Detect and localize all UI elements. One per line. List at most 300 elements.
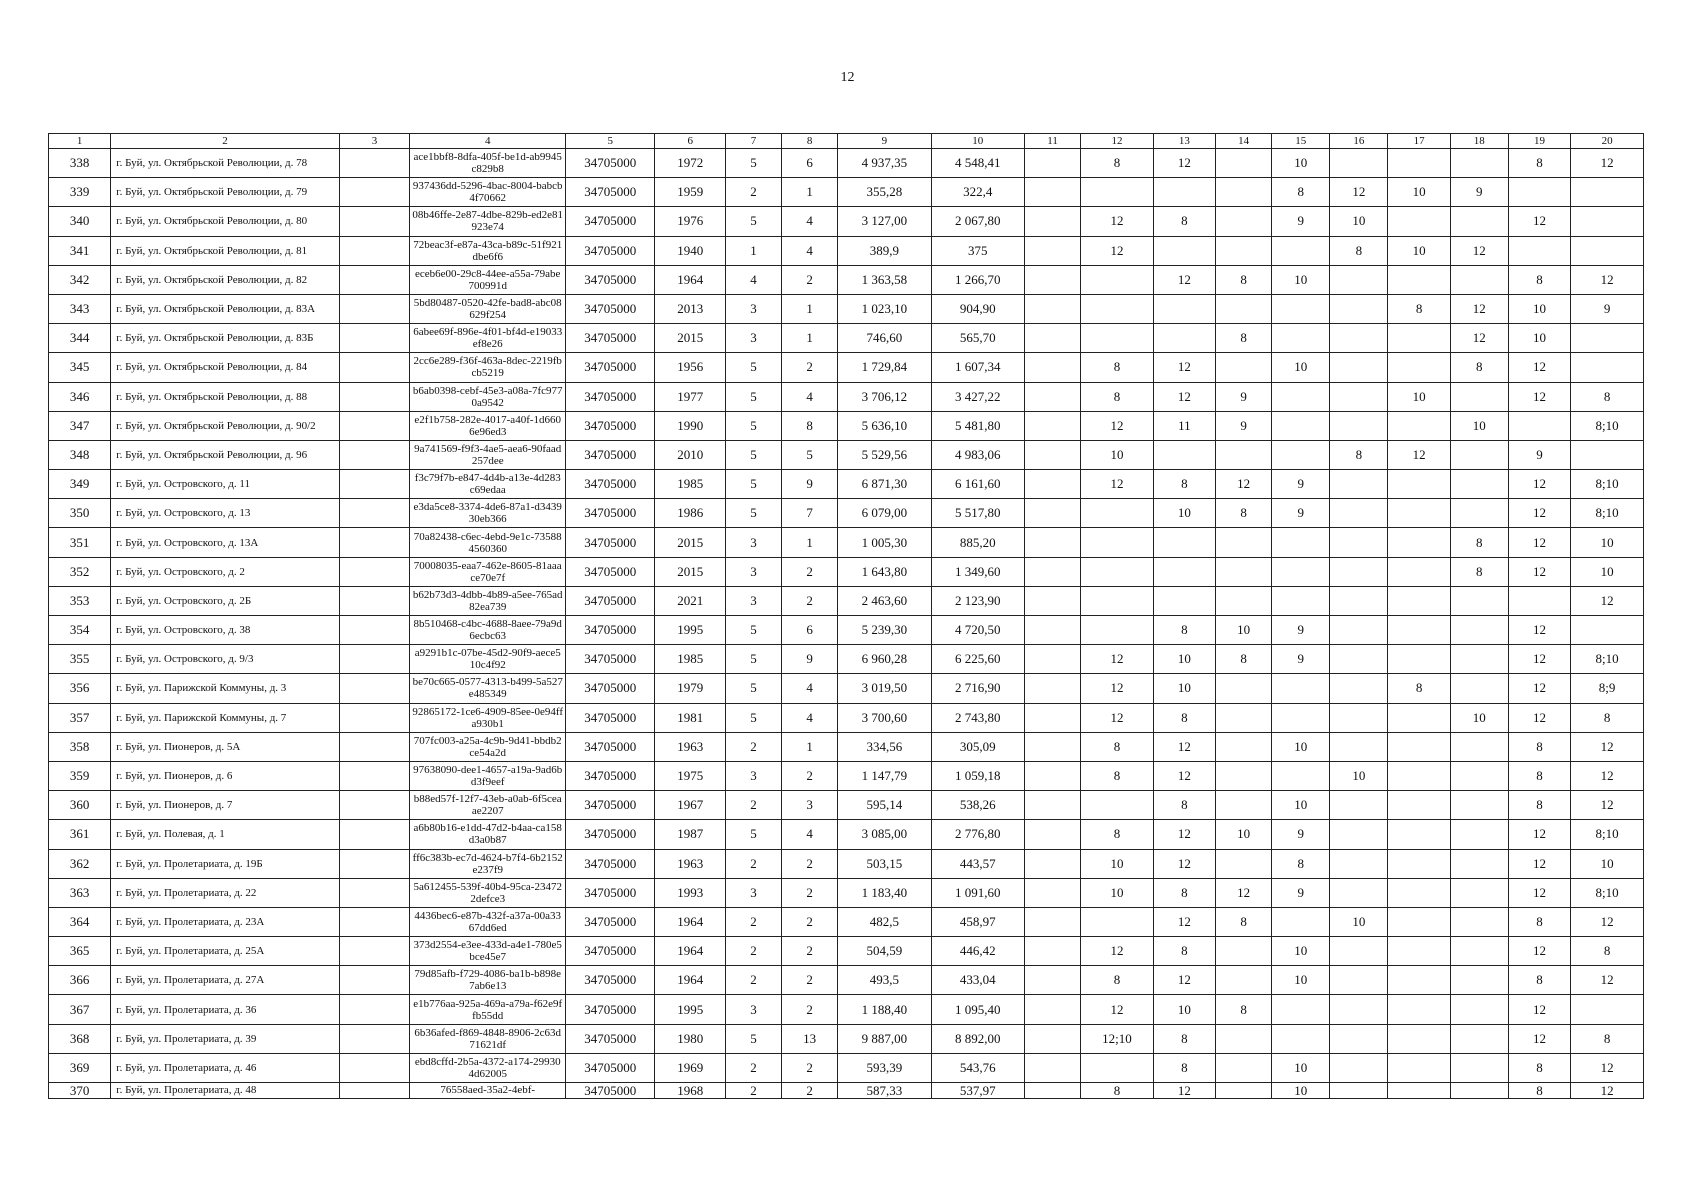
living-area: 6 161,60 (931, 470, 1024, 499)
cell-3 (339, 937, 410, 966)
building-uid: 5a612455-539f-40b4-95ca-234722defce3 (410, 878, 566, 907)
cell-14 (1216, 178, 1272, 207)
cell-18 (1450, 791, 1508, 820)
cell-20: 8;9 (1571, 674, 1644, 703)
cell-14 (1216, 732, 1272, 761)
row-index: 352 (49, 557, 111, 586)
cell-13: 12 (1153, 353, 1215, 382)
address: г. Буй, ул. Островского, д. 9/3 (111, 645, 339, 674)
floors: 3 (726, 294, 782, 323)
cell-18 (1450, 878, 1508, 907)
address: г. Буй, ул. Пионеров, д. 7 (111, 791, 339, 820)
cell-11 (1025, 353, 1081, 382)
floors: 2 (726, 849, 782, 878)
cell-16 (1330, 470, 1388, 499)
cell-17 (1388, 1024, 1450, 1053)
table-row (49, 411, 1644, 440)
cell-12: 12 (1081, 674, 1154, 703)
cell-12 (1081, 499, 1154, 528)
building-uid: 72beac3f-e87a-43ca-b89c-51f921dbe6f6 (410, 236, 566, 265)
cell-20: 12 (1571, 907, 1644, 936)
year-built: 2013 (655, 294, 726, 323)
cell-13: 11 (1153, 411, 1215, 440)
cell-17 (1388, 149, 1450, 178)
table-row (49, 907, 1644, 936)
cell-13: 12 (1153, 149, 1215, 178)
total-area: 1 005,30 (838, 528, 931, 557)
cell-13: 10 (1153, 499, 1215, 528)
cell-14 (1216, 528, 1272, 557)
cell-12 (1081, 178, 1154, 207)
cell-3 (339, 703, 410, 732)
living-area: 1 091,60 (931, 878, 1024, 907)
table-row (49, 937, 1644, 966)
oktmo-code: 34705000 (566, 294, 655, 323)
cell-20: 10 (1571, 849, 1644, 878)
row-index: 362 (49, 849, 111, 878)
cell-19: 12 (1508, 645, 1570, 674)
address: г. Буй, ул. Островского, д. 11 (111, 470, 339, 499)
living-area: 3 427,22 (931, 382, 1024, 411)
cell-16 (1330, 995, 1388, 1024)
cell-15: 10 (1272, 1053, 1330, 1082)
floors: 1 (726, 236, 782, 265)
cell-18 (1450, 1053, 1508, 1082)
floors: 2 (726, 907, 782, 936)
cell-14 (1216, 236, 1272, 265)
cell-12: 8 (1081, 732, 1154, 761)
cell-14: 8 (1216, 907, 1272, 936)
year-built: 1940 (655, 236, 726, 265)
living-area: 1 349,60 (931, 557, 1024, 586)
cell-12: 12 (1081, 236, 1154, 265)
row-index: 346 (49, 382, 111, 411)
cell-14 (1216, 674, 1272, 703)
total-area: 9 887,00 (838, 1024, 931, 1053)
table-row (49, 761, 1644, 790)
cell-19: 12 (1508, 353, 1570, 382)
cell-3 (339, 1053, 410, 1082)
building-uid: 6abee69f-896e-4f01-bf4d-e19033ef8e26 (410, 324, 566, 353)
oktmo-code: 34705000 (566, 324, 655, 353)
row-index: 365 (49, 937, 111, 966)
floors: 5 (726, 703, 782, 732)
floors: 5 (726, 149, 782, 178)
cell-13: 8 (1153, 791, 1215, 820)
column-number: 17 (1388, 134, 1450, 149)
cell-17 (1388, 557, 1450, 586)
cell-20: 12 (1571, 265, 1644, 294)
cell-16 (1330, 265, 1388, 294)
cell-13: 12 (1153, 1083, 1215, 1099)
floors: 3 (726, 557, 782, 586)
entrances: 2 (782, 849, 838, 878)
cell-17: 8 (1388, 294, 1450, 323)
entrances: 2 (782, 586, 838, 615)
building-uid: e3da5ce8-3374-4de6-87a1-d343930eb366 (410, 499, 566, 528)
table-row (49, 353, 1644, 382)
row-index: 341 (49, 236, 111, 265)
year-built: 1979 (655, 674, 726, 703)
total-area: 504,59 (838, 937, 931, 966)
cell-12 (1081, 294, 1154, 323)
address: г. Буй, ул. Октябрьской Революции, д. 78 (111, 149, 339, 178)
cell-12: 12;10 (1081, 1024, 1154, 1053)
table-row (49, 1024, 1644, 1053)
cell-11 (1025, 178, 1081, 207)
row-index: 353 (49, 586, 111, 615)
column-number: 8 (782, 134, 838, 149)
cell-3 (339, 761, 410, 790)
cell-20: 12 (1571, 732, 1644, 761)
cell-3 (339, 470, 410, 499)
year-built: 1981 (655, 703, 726, 732)
table-row (49, 528, 1644, 557)
address: г. Буй, ул. Пионеров, д. 6 (111, 761, 339, 790)
cell-12: 12 (1081, 411, 1154, 440)
living-area: 2 067,80 (931, 207, 1024, 236)
living-area: 904,90 (931, 294, 1024, 323)
building-uid: 707fc003-a25a-4c9b-9d41-bbdb2ce54a2d (410, 732, 566, 761)
cell-17: 8 (1388, 674, 1450, 703)
cell-18 (1450, 674, 1508, 703)
cell-11 (1025, 411, 1081, 440)
cell-16 (1330, 791, 1388, 820)
cell-11 (1025, 499, 1081, 528)
entrances: 4 (782, 820, 838, 849)
cell-16 (1330, 878, 1388, 907)
cell-12 (1081, 557, 1154, 586)
floors: 3 (726, 995, 782, 1024)
living-area: 2 743,80 (931, 703, 1024, 732)
cell-19: 12 (1508, 937, 1570, 966)
row-index: 369 (49, 1053, 111, 1082)
cell-18 (1450, 732, 1508, 761)
address: г. Буй, ул. Пролетариата, д. 39 (111, 1024, 339, 1053)
cell-17: 10 (1388, 236, 1450, 265)
building-uid: ff6c383b-ec7d-4624-b7f4-6b2152e237f9 (410, 849, 566, 878)
cell-16 (1330, 937, 1388, 966)
cell-13: 12 (1153, 732, 1215, 761)
cell-14 (1216, 149, 1272, 178)
living-area: 4 720,50 (931, 616, 1024, 645)
cell-16 (1330, 703, 1388, 732)
floors: 5 (726, 499, 782, 528)
entrances: 3 (782, 791, 838, 820)
cell-17: 10 (1388, 178, 1450, 207)
cell-20 (1571, 236, 1644, 265)
cell-20: 12 (1571, 761, 1644, 790)
cell-18 (1450, 470, 1508, 499)
cell-20 (1571, 353, 1644, 382)
year-built: 1959 (655, 178, 726, 207)
cell-3 (339, 878, 410, 907)
living-area: 322,4 (931, 178, 1024, 207)
cell-15 (1272, 324, 1330, 353)
living-area: 4 548,41 (931, 149, 1024, 178)
column-number: 12 (1081, 134, 1154, 149)
total-area: 1 147,79 (838, 761, 931, 790)
cell-14: 8 (1216, 995, 1272, 1024)
cell-19: 10 (1508, 324, 1570, 353)
cell-11 (1025, 645, 1081, 674)
cell-20 (1571, 178, 1644, 207)
column-number: 16 (1330, 134, 1388, 149)
cell-13 (1153, 557, 1215, 586)
cell-3 (339, 207, 410, 236)
cell-14: 12 (1216, 878, 1272, 907)
cell-16: 10 (1330, 761, 1388, 790)
cell-3 (339, 294, 410, 323)
cell-14: 10 (1216, 820, 1272, 849)
cell-12 (1081, 907, 1154, 936)
table-row (49, 586, 1644, 615)
building-uid: 8b510468-c4bc-4688-8aee-79a9d6ecbc63 (410, 616, 566, 645)
cell-14 (1216, 761, 1272, 790)
cell-14: 8 (1216, 499, 1272, 528)
entrances: 8 (782, 411, 838, 440)
cell-16 (1330, 499, 1388, 528)
cell-13: 12 (1153, 382, 1215, 411)
year-built: 1995 (655, 616, 726, 645)
address: г. Буй, ул. Октябрьской Революции, д. 83А (111, 294, 339, 323)
cell-19: 12 (1508, 528, 1570, 557)
cell-17 (1388, 761, 1450, 790)
row-index: 345 (49, 353, 111, 382)
cell-20: 8;10 (1571, 411, 1644, 440)
entrances: 2 (782, 937, 838, 966)
cell-19: 12 (1508, 616, 1570, 645)
cell-11 (1025, 820, 1081, 849)
cell-15: 9 (1272, 878, 1330, 907)
oktmo-code: 34705000 (566, 645, 655, 674)
total-area: 595,14 (838, 791, 931, 820)
address: г. Буй, ул. Парижской Коммуны, д. 3 (111, 674, 339, 703)
year-built: 1985 (655, 470, 726, 499)
cell-20 (1571, 324, 1644, 353)
table-row (49, 1053, 1644, 1082)
living-area: 5 481,80 (931, 411, 1024, 440)
cell-18: 12 (1450, 236, 1508, 265)
cell-16 (1330, 820, 1388, 849)
entrances: 2 (782, 1053, 838, 1082)
cell-13: 8 (1153, 616, 1215, 645)
cell-3 (339, 265, 410, 294)
address: г. Буй, ул. Октябрьской Революции, д. 79 (111, 178, 339, 207)
cell-19: 12 (1508, 1024, 1570, 1053)
cell-12: 10 (1081, 440, 1154, 469)
table-row (49, 557, 1644, 586)
cell-18 (1450, 499, 1508, 528)
cell-20: 8;10 (1571, 645, 1644, 674)
cell-11 (1025, 966, 1081, 995)
total-area: 1 023,10 (838, 294, 931, 323)
cell-14: 10 (1216, 616, 1272, 645)
cell-14 (1216, 937, 1272, 966)
address: г. Буй, ул. Островского, д. 2 (111, 557, 339, 586)
oktmo-code: 34705000 (566, 265, 655, 294)
cell-3 (339, 1024, 410, 1053)
cell-14 (1216, 791, 1272, 820)
cell-16 (1330, 674, 1388, 703)
cell-13: 10 (1153, 645, 1215, 674)
year-built: 2015 (655, 528, 726, 557)
row-index: 355 (49, 645, 111, 674)
row-index: 351 (49, 528, 111, 557)
column-number: 9 (838, 134, 931, 149)
living-area: 538,26 (931, 791, 1024, 820)
cell-17 (1388, 966, 1450, 995)
entrances: 4 (782, 207, 838, 236)
total-area: 6 079,00 (838, 499, 931, 528)
cell-13: 10 (1153, 674, 1215, 703)
cell-17 (1388, 353, 1450, 382)
building-uid: b6ab0398-cebf-45e3-a08a-7fc9770a9542 (410, 382, 566, 411)
cell-15: 10 (1272, 1083, 1330, 1099)
year-built: 1977 (655, 382, 726, 411)
cell-15: 10 (1272, 149, 1330, 178)
cell-15: 10 (1272, 937, 1330, 966)
cell-17 (1388, 907, 1450, 936)
cell-13 (1153, 178, 1215, 207)
total-area: 5 636,10 (838, 411, 931, 440)
cell-17 (1388, 616, 1450, 645)
cell-16 (1330, 294, 1388, 323)
cell-20: 8;10 (1571, 499, 1644, 528)
building-uid: a9291b1c-07be-45d2-90f9-aece510c4f92 (410, 645, 566, 674)
cell-12: 12 (1081, 645, 1154, 674)
cell-15: 9 (1272, 820, 1330, 849)
cell-16 (1330, 411, 1388, 440)
floors: 2 (726, 1053, 782, 1082)
oktmo-code: 34705000 (566, 470, 655, 499)
cell-3 (339, 353, 410, 382)
cell-14 (1216, 294, 1272, 323)
cell-11 (1025, 907, 1081, 936)
cell-20: 12 (1571, 586, 1644, 615)
table-row (49, 382, 1644, 411)
table-row (49, 966, 1644, 995)
building-uid: eceb6e00-29c8-44ee-a55a-79abe700991d (410, 265, 566, 294)
table-row (49, 440, 1644, 469)
building-uid: a6b80b16-e1dd-47d2-b4aa-ca158d3a0b87 (410, 820, 566, 849)
address: г. Буй, ул. Пионеров, д. 5А (111, 732, 339, 761)
cell-14: 8 (1216, 645, 1272, 674)
building-uid: 9a741569-f9f3-4ae5-aea6-90faad257dee (410, 440, 566, 469)
cell-18 (1450, 586, 1508, 615)
cell-16: 10 (1330, 907, 1388, 936)
living-area: 433,04 (931, 966, 1024, 995)
address: г. Буй, ул. Островского, д. 13А (111, 528, 339, 557)
year-built: 1963 (655, 732, 726, 761)
oktmo-code: 34705000 (566, 849, 655, 878)
cell-11 (1025, 294, 1081, 323)
cell-11 (1025, 878, 1081, 907)
cell-19: 12 (1508, 878, 1570, 907)
year-built: 1969 (655, 1053, 726, 1082)
cell-17 (1388, 1053, 1450, 1082)
cell-13 (1153, 586, 1215, 615)
cell-3 (339, 382, 410, 411)
cell-3 (339, 820, 410, 849)
cell-20 (1571, 207, 1644, 236)
oktmo-code: 34705000 (566, 353, 655, 382)
cell-17 (1388, 470, 1450, 499)
total-area: 482,5 (838, 907, 931, 936)
year-built: 2010 (655, 440, 726, 469)
row-index: 366 (49, 966, 111, 995)
cell-3 (339, 616, 410, 645)
floors: 5 (726, 207, 782, 236)
cell-20: 9 (1571, 294, 1644, 323)
cell-17 (1388, 732, 1450, 761)
cell-17 (1388, 1083, 1450, 1099)
row-index: 340 (49, 207, 111, 236)
cell-20: 12 (1571, 791, 1644, 820)
total-area: 1 188,40 (838, 995, 931, 1024)
floors: 5 (726, 353, 782, 382)
row-index: 349 (49, 470, 111, 499)
entrances: 1 (782, 178, 838, 207)
table-row (49, 849, 1644, 878)
cell-18: 12 (1450, 324, 1508, 353)
row-index: 368 (49, 1024, 111, 1053)
floors: 5 (726, 382, 782, 411)
cell-16 (1330, 1024, 1388, 1053)
cell-14: 9 (1216, 411, 1272, 440)
total-area: 3 019,50 (838, 674, 931, 703)
entrances: 2 (782, 353, 838, 382)
cell-15: 8 (1272, 178, 1330, 207)
cell-19: 12 (1508, 557, 1570, 586)
cell-11 (1025, 557, 1081, 586)
cell-14: 12 (1216, 470, 1272, 499)
cell-11 (1025, 440, 1081, 469)
cell-11 (1025, 791, 1081, 820)
building-uid: b88ed57f-12f7-43eb-a0ab-6f5ceaae2207 (410, 791, 566, 820)
living-area: 458,97 (931, 907, 1024, 936)
floors: 2 (726, 791, 782, 820)
table-row (49, 645, 1644, 674)
oktmo-code: 34705000 (566, 1053, 655, 1082)
oktmo-code: 34705000 (566, 149, 655, 178)
cell-18 (1450, 995, 1508, 1024)
cell-3 (339, 528, 410, 557)
cell-12: 12 (1081, 207, 1154, 236)
entrances: 7 (782, 499, 838, 528)
building-uid: 97638090-dee1-4657-a19a-9ad6bd3f9eef (410, 761, 566, 790)
cell-19: 8 (1508, 1053, 1570, 1082)
cell-11 (1025, 1053, 1081, 1082)
oktmo-code: 34705000 (566, 178, 655, 207)
cell-19: 12 (1508, 820, 1570, 849)
cell-15 (1272, 528, 1330, 557)
cell-19: 8 (1508, 791, 1570, 820)
building-uid: e2f1b758-282e-4017-a40f-1d6606e96ed3 (410, 411, 566, 440)
row-index: 356 (49, 674, 111, 703)
table-row (49, 791, 1644, 820)
cell-14 (1216, 557, 1272, 586)
cell-20: 8 (1571, 703, 1644, 732)
cell-16 (1330, 557, 1388, 586)
oktmo-code: 34705000 (566, 1024, 655, 1053)
cell-11 (1025, 149, 1081, 178)
cell-15 (1272, 557, 1330, 586)
total-area: 493,5 (838, 966, 931, 995)
column-number: 14 (1216, 134, 1272, 149)
cell-11 (1025, 207, 1081, 236)
cell-3 (339, 178, 410, 207)
